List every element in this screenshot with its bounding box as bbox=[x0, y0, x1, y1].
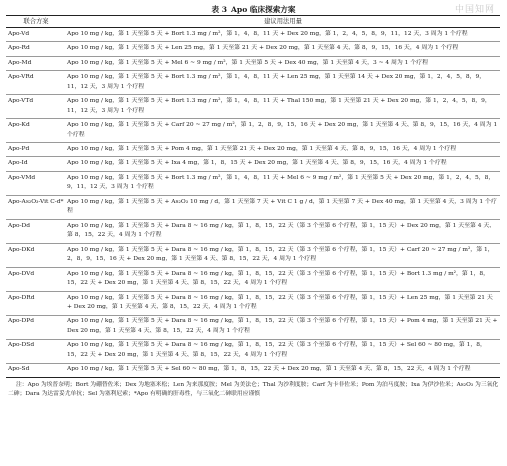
regimen-dosage: Apo 10 mg / kg，第 1 天至第 5 天 + Dara 8 ~ 16 mg / kg，第 1，8，15，22 天（第 3 个至第 6 个疗程，第 1，15 天）+ Sel 60 ~ 80 mg，第 1，8，15，22 天 + Dex 20 mg，第 1 天至第 4 天、第 8，15，22 天，4 周为 1 个疗程 bbox=[66, 339, 500, 363]
header-dosage: 建议用法用量 bbox=[66, 16, 500, 28]
table-row bbox=[6, 315, 500, 339]
regimen-name: Apo-Kd bbox=[6, 119, 66, 143]
table-row bbox=[6, 171, 500, 195]
regimen-name: Apo-DSd bbox=[6, 339, 66, 363]
regimen-name: Apo-Sd bbox=[6, 363, 66, 377]
header-combination: 联合方案 bbox=[6, 16, 66, 28]
regimen-name: Apo-VMd bbox=[6, 171, 66, 195]
regimen-dosage: Apo 10 mg / kg，第 1 天至第 5 天 + Ixa 4 mg，第 1，8，15 天 + Dex 20 mg，第 1 天至第 4 天、第 8，9，15，16 天，4 周为 1 个疗程 bbox=[66, 157, 500, 171]
table-row bbox=[6, 267, 500, 291]
table-row bbox=[6, 28, 500, 42]
regimen-name: Apo-DVd bbox=[6, 267, 66, 291]
table-footnote: 注：Apo 为埃普奈明；Bort 为硼替佐米；Dex 为地塞米松；Len 为来那度胺；Mel 为美法仑；Thal 为沙利度胺；Carf 为卡非佐米；Pom 为泊马度胺；Ixa 为伊沙佐米；As₂O₃ 为三氧化二砷；Dara 为达雷妥尤单抗；Sel 为塞利尼索；*Apo 有明确的肝毒性，与三氧化二砷联用应谨慎 bbox=[8, 381, 499, 398]
table-row bbox=[6, 56, 500, 70]
table-row bbox=[6, 157, 500, 171]
table-row bbox=[6, 363, 500, 377]
regimen-dosage: Apo 10 mg / kg，第 1 天至第 5 天 + Bort 1.3 mg / m²，第 1，4，8，11 天 + Len 25 mg，第 1 天至第 14 天 + Dex 20 mg，第 1，2，4，5，8，9，11，12 天，3 周为 1 个疗程 bbox=[66, 71, 500, 95]
table-row bbox=[6, 95, 500, 119]
regimen-name: Apo-VTd bbox=[6, 95, 66, 119]
regimen-dosage: Apo 10 mg / kg，第 1 天至第 5 天 + Bort 1.3 mg / m²，第 1，4，8，11 天 + Dex 20 mg，第 1，2，4，5，8，9，11，12 天，3 周为 1 个疗程 bbox=[66, 28, 500, 42]
table-title: Apo 临床探索方案 bbox=[231, 5, 296, 14]
table-caption bbox=[6, 4, 501, 15]
table-row bbox=[6, 71, 500, 95]
table-row bbox=[6, 219, 500, 243]
table-number: 表 3 bbox=[211, 5, 228, 14]
regimen-name: Apo-Dd bbox=[6, 219, 66, 243]
regimen-dosage: Apo 10 mg / kg，第 1 天至第 5 天 + Sel 60 ~ 80 mg，第 1，8，15，22 天 + Dex 20 mg，第 1 天至第 4 天、第 8，15，22 天，4 周为 1 个疗程 bbox=[66, 363, 500, 377]
regimen-name: Apo-Vd bbox=[6, 28, 66, 42]
regimen-name: Apo-Pd bbox=[6, 143, 66, 157]
regimen-dosage: Apo 10 mg / kg，第 1 天至第 5 天 + Pom 4 mg，第 1 天至第 21 天 + Dex 20 mg，第 1 天至第 4 天、第 8，9，15，16 天，4 周为 1 个疗程 bbox=[66, 143, 500, 157]
regimen-dosage: Apo 10 mg / kg，第 1 天至第 5 天 + Dara 8 ~ 16 mg / kg，第 1，8，15，22 天（第 3 个至第 6 个疗程，第 1，15 天）+ Len 25 mg，第 1 天至第 21 天 + Dex 20 mg，第 1 天至第 4 天、第 8，15，22 天，4 周为 1 个疗程 bbox=[66, 291, 500, 315]
regimen-name: Apo-DRd bbox=[6, 291, 66, 315]
table-row bbox=[6, 195, 500, 219]
regimen-name: Apo-VRd bbox=[6, 71, 66, 95]
table-row bbox=[6, 119, 500, 143]
table-header-row bbox=[6, 16, 500, 28]
table-row bbox=[6, 143, 500, 157]
regimen-dosage: Apo 10 mg / kg，第 1 天至第 5 天 + Len 25 mg，第 1 天至第 21 天 + Dex 20 mg，第 1 天至第 4 天、第 8，9，15，16 天，4 周为 1 个疗程 bbox=[66, 42, 500, 56]
table-row bbox=[6, 291, 500, 315]
regimen-name: Apo-Md bbox=[6, 56, 66, 70]
table-body bbox=[6, 28, 500, 378]
regimen-name: Apo-Rd bbox=[6, 42, 66, 56]
regimen-dosage: Apo 10 mg / kg，第 1 天至第 5 天 + Mel 6 ~ 9 mg / m²，第 1 天至第 5 天 + Dex 40 mg，第 1 天至第 4 天，3 ~ 4 周为 1 个疗程 bbox=[66, 56, 500, 70]
watermark-logo: 中国知网 bbox=[454, 5, 495, 15]
regimen-dosage: Apo 10 mg / kg，第 1 天至第 5 天 + Bort 1.3 mg / m²，第 1，4，8，11 天 + Mel 6 ~ 9 mg / m²，第 1 天至第 5 天 + Dex 20 mg，第 1，2，4，5，8，9，11，12 天，3 周为 1 个疗程 bbox=[66, 171, 500, 195]
regimen-name: Apo-DKd bbox=[6, 243, 66, 267]
regimen-dosage: Apo 10 mg / kg，第 1 天至第 5 天 + Dara 8 ~ 16 mg / kg，第 1，8，15，22 天（第 3 个至第 6 个疗程，第 1，15 天）+ Bort 1.3 mg / m²，第 1，8，15，22 天 + Dex 20 mg，第 1 天至第 4 天、第 8，15，22 天，4 周为 1 个疗程 bbox=[66, 267, 500, 291]
regimen-dosage: Apo 10 mg / kg，第 1 天至第 5 天 + Carf 20 ~ 27 mg / m²，第 1，2，8，9，15，16 天 + Dex 20 mg，第 1 天至第 4 天、第 8，9，15，16 天，4 周为 1 个疗程 bbox=[66, 119, 500, 143]
regimen-table bbox=[6, 15, 500, 378]
regimen-dosage: Apo 10 mg / kg，第 1 天至第 5 天 + Bort 1.3 mg / m²，第 1，4，8，11 天 + Thal 150 mg，第 1 天至第 21 天 + Dex 20 mg，第 1，2，4，5，8，9，11，12 天，3 周为 1 个疗程 bbox=[66, 95, 500, 119]
regimen-dosage: Apo 10 mg / kg，第 1 天至第 5 天 + Dara 8 ~ 16 mg / kg，第 1，8，15，22 天（第 3 个至第 6 个疗程，第 1，15 天）+ Pom 4 mg，第 1 天至第 21 天 + Dex 20 mg，第 1 天至第 4 天、第 8，15，22 天，4 周为 1 个疗程 bbox=[66, 315, 500, 339]
regimen-name: Apo-As₂O₃-Vit C-d* bbox=[6, 195, 66, 219]
table-row bbox=[6, 243, 500, 267]
regimen-name: Apo-Id bbox=[6, 157, 66, 171]
regimen-dosage: Apo 10 mg / kg，第 1 天至第 5 天 + As₂O₃ 10 mg / d，第 1 天至第 7 天 + Vit C 1 g / d，第 1 天至第 7 天 + Dex 40 mg，第 1 天至第 4 天，3 周为 1 个疗程 bbox=[66, 195, 500, 219]
table-row bbox=[6, 339, 500, 363]
regimen-dosage: Apo 10 mg / kg，第 1 天至第 5 天 + Dara 8 ~ 16 mg / kg，第 1，8，15，22 天（第 3 个至第 6 个疗程，第 1，15 天）+ Dex 20 mg，第 1 天至第 4 天、第 8，15，22 天，4 周为 1 个疗程 bbox=[66, 219, 500, 243]
regimen-dosage: Apo 10 mg / kg，第 1 天至第 5 天 + Dara 8 ~ 16 mg / kg，第 1，8，15，22 天（第 3 个至第 6 个疗程，第 1，15 天）+ Carf 20 ~ 27 mg / m²，第 1，2，8，9，15，16 天 + Dex 20 mg，第 1 天至第 4 天、第 8，15，22 天，4 周为 1 个疗程 bbox=[66, 243, 500, 267]
regimen-name: Apo-DPd bbox=[6, 315, 66, 339]
table-row bbox=[6, 42, 500, 56]
